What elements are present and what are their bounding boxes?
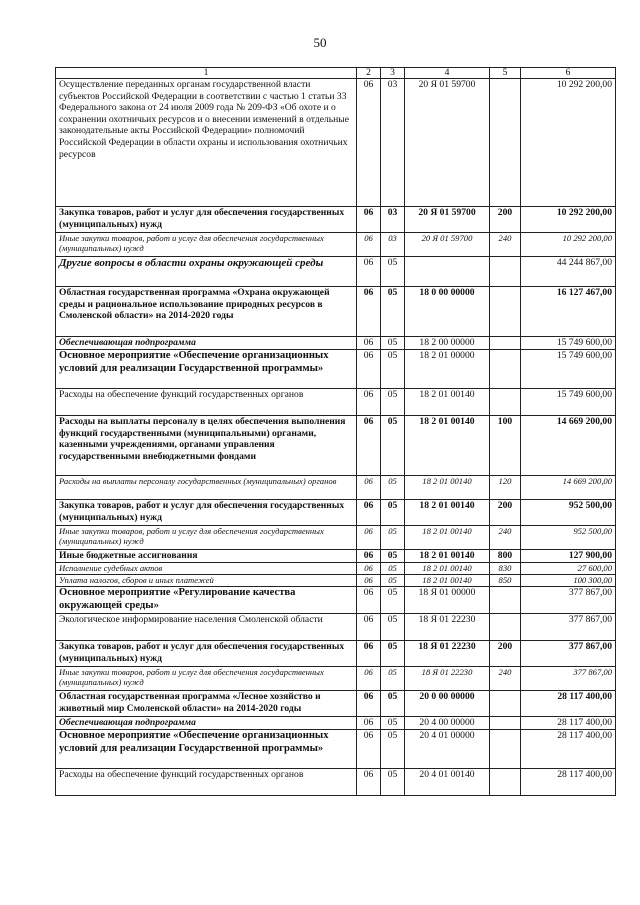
row-target-article-cell: 18 2 00 00000 [405, 337, 490, 350]
table-row [56, 416, 616, 476]
row-amount-cell: 377 867,00 [521, 614, 616, 641]
row-name-cell: Иные закупки товаров, работ и услуг для обеспечения государственных (муниципальных) нужд [56, 526, 357, 550]
row-section-cell: 06 [357, 614, 381, 641]
budget-table [55, 67, 616, 796]
row-expense-group-cell [490, 257, 521, 287]
row-amount-cell: 377 867,00 [521, 641, 616, 667]
row-subsection-cell: 05 [381, 476, 405, 500]
row-target-article-cell: 18 Я 01 00000 [405, 587, 490, 614]
row-amount-cell: 27 600,00 [521, 563, 616, 575]
table-row [56, 641, 616, 667]
row-amount-cell: 15 749 600,00 [521, 350, 616, 389]
row-expense-group-cell [490, 587, 521, 614]
row-subsection-cell: 03 [381, 233, 405, 257]
row-target-article-cell: 18 2 01 00140 [405, 575, 490, 587]
row-expense-group-cell: 200 [490, 641, 521, 667]
row-expense-group-cell [490, 730, 521, 769]
row-section-cell: 06 [357, 691, 381, 717]
row-expense-group-cell: 240 [490, 233, 521, 257]
row-amount-cell: 952 500,00 [521, 526, 616, 550]
row-target-article-cell: 18 Я 01 22230 [405, 614, 490, 641]
row-section-cell: 06 [357, 730, 381, 769]
row-subsection-cell: 05 [381, 416, 405, 476]
row-section-cell: 06 [357, 587, 381, 614]
row-amount-cell: 14 669 200,00 [521, 416, 616, 476]
row-subsection-cell: 05 [381, 287, 405, 337]
row-amount-cell: 10 292 200,00 [521, 79, 616, 207]
row-name-cell: Расходы на выплаты персоналу в целях обеспечения выполнения функций государственными (муниципальными) органами, казенными учреждениями, органами управления государственными внебюджетными фондами [56, 416, 357, 476]
row-section-cell: 06 [357, 79, 381, 207]
row-target-article-cell: 20 Я 01 59700 [405, 207, 490, 233]
row-name-cell: Расходы на обеспечение функций государственных органов [56, 389, 357, 416]
row-name-cell: Расходы на выплаты персоналу государственных (муниципальных) органов [56, 476, 357, 500]
row-target-article-cell: 18 Я 01 22230 [405, 667, 490, 691]
row-target-article-cell: 18 2 01 00140 [405, 526, 490, 550]
table-row [56, 257, 616, 287]
row-name-cell: Основное мероприятие «Обеспечение организационных условий для реализации Государственной программы» [56, 730, 357, 769]
table-row [56, 207, 616, 233]
row-section-cell: 06 [357, 476, 381, 500]
row-subsection-cell: 03 [381, 207, 405, 233]
row-target-article-cell: 20 4 01 00140 [405, 769, 490, 796]
table-row [56, 476, 616, 500]
table-row [56, 337, 616, 350]
table-row [56, 575, 616, 587]
row-name-cell: Областная государственная программа «Лесное хозяйство и животный мир Смоленской области» на 2014-2020 годы [56, 691, 357, 717]
header-cell: 5 [490, 68, 521, 79]
row-subsection-cell: 05 [381, 717, 405, 730]
row-expense-group-cell: 240 [490, 667, 521, 691]
row-expense-group-cell [490, 79, 521, 207]
row-section-cell: 06 [357, 500, 381, 526]
row-subsection-cell: 05 [381, 587, 405, 614]
row-target-article-cell: 20 Я 01 59700 [405, 79, 490, 207]
row-section-cell: 06 [357, 416, 381, 476]
row-target-article-cell: 18 2 01 00140 [405, 389, 490, 416]
row-section-cell: 06 [357, 207, 381, 233]
row-amount-cell: 28 117 400,00 [521, 691, 616, 717]
row-subsection-cell: 05 [381, 526, 405, 550]
row-target-article-cell: 18 2 01 00000 [405, 350, 490, 389]
row-amount-cell: 377 867,00 [521, 667, 616, 691]
row-subsection-cell: 05 [381, 667, 405, 691]
row-section-cell: 06 [357, 337, 381, 350]
row-expense-group-cell [490, 350, 521, 389]
row-name-cell: Экологическое информирование населения Смоленской области [56, 614, 357, 641]
row-name-cell: Обеспечивающая подпрограмма [56, 337, 357, 350]
row-subsection-cell: 05 [381, 257, 405, 287]
row-section-cell: 06 [357, 717, 381, 730]
row-target-article-cell: 20 4 01 00000 [405, 730, 490, 769]
row-section-cell: 06 [357, 233, 381, 257]
row-name-cell: Закупка товаров, работ и услуг для обеспечения государственных (муниципальных) нужд [56, 500, 357, 526]
row-amount-cell: 28 117 400,00 [521, 717, 616, 730]
row-expense-group-cell: 850 [490, 575, 521, 587]
row-amount-cell: 10 292 200,00 [521, 233, 616, 257]
row-expense-group-cell: 240 [490, 526, 521, 550]
row-amount-cell: 28 117 400,00 [521, 769, 616, 796]
row-subsection-cell: 05 [381, 500, 405, 526]
row-subsection-cell: 05 [381, 641, 405, 667]
row-subsection-cell: 05 [381, 550, 405, 563]
row-section-cell: 06 [357, 641, 381, 667]
row-target-article-cell: 20 0 00 00000 [405, 691, 490, 717]
row-section-cell: 06 [357, 575, 381, 587]
row-name-cell: Расходы на обеспечение функций государственных органов [56, 769, 357, 796]
row-name-cell: Закупка товаров, работ и услуг для обеспечения государственных (муниципальных) нужд [56, 207, 357, 233]
row-name-cell: Иные закупки товаров, работ и услуг для обеспечения государственных (муниципальных) нужд [56, 233, 357, 257]
row-subsection-cell: 05 [381, 575, 405, 587]
row-name-cell: Иные закупки товаров, работ и услуг для обеспечения государственных (муниципальных) нужд [56, 667, 357, 691]
table-row [56, 350, 616, 389]
row-amount-cell: 44 244 867,00 [521, 257, 616, 287]
table-row [56, 730, 616, 769]
row-expense-group-cell: 100 [490, 416, 521, 476]
row-name-cell: Обеспечивающая подпрограмма [56, 717, 357, 730]
row-name-cell: Областная государственная программа «Охрана окружающей среды и рациональное использование природных ресурсов в Смоленской области» на 2014-2020 годы [56, 287, 357, 337]
row-expense-group-cell [490, 717, 521, 730]
row-name-cell: Осуществление переданных органам государственной власти субъектов Российской Федерации в соответствии с частью 1 статьи 33 Федерального закона от 24 июля 2009 года № 209-ФЗ «Об охоте и о сохранении охотничьих ресурсов и о внесении изменений в отдельные законодательные акты Российской Федерации» полномочий Российской Федерации в области охраны и использования охотничьих ресурсов [56, 79, 357, 207]
row-subsection-cell: 05 [381, 350, 405, 389]
table-row [56, 691, 616, 717]
header-cell: 1 [56, 68, 357, 79]
table-row [56, 667, 616, 691]
row-amount-cell: 100 300,00 [521, 575, 616, 587]
row-subsection-cell: 05 [381, 337, 405, 350]
header-cell: 3 [381, 68, 405, 79]
page-number: 50 [313, 35, 327, 50]
row-subsection-cell: 05 [381, 563, 405, 575]
row-section-cell: 06 [357, 769, 381, 796]
row-section-cell: 06 [357, 257, 381, 287]
row-amount-cell: 28 117 400,00 [521, 730, 616, 769]
table-row [56, 287, 616, 337]
row-name-cell: Основное мероприятие «Регулирование качества окружающей среды» [56, 587, 357, 614]
row-target-article-cell: 18 Я 01 22230 [405, 641, 490, 667]
row-target-article-cell: 18 2 01 00140 [405, 563, 490, 575]
row-amount-cell: 14 669 200,00 [521, 476, 616, 500]
row-target-article-cell: 18 2 01 00140 [405, 500, 490, 526]
table-header-row [56, 68, 616, 79]
row-amount-cell: 377 867,00 [521, 587, 616, 614]
table-row [56, 500, 616, 526]
table-row [56, 614, 616, 641]
row-section-cell: 06 [357, 550, 381, 563]
row-section-cell: 06 [357, 667, 381, 691]
table-row [56, 550, 616, 563]
row-section-cell: 06 [357, 350, 381, 389]
row-section-cell: 06 [357, 287, 381, 337]
header-cell: 4 [405, 68, 490, 79]
table-row [56, 587, 616, 614]
row-target-article-cell: 20 4 00 00000 [405, 717, 490, 730]
row-section-cell: 06 [357, 389, 381, 416]
row-amount-cell: 16 127 467,00 [521, 287, 616, 337]
row-name-cell: Другие вопросы в области охраны окружающей среды [56, 257, 357, 287]
row-expense-group-cell: 120 [490, 476, 521, 500]
row-subsection-cell: 03 [381, 79, 405, 207]
row-amount-cell: 15 749 600,00 [521, 337, 616, 350]
row-name-cell: Иные бюджетные ассигнования [56, 550, 357, 563]
table-body [56, 68, 616, 796]
row-target-article-cell: 20 Я 01 59700 [405, 233, 490, 257]
row-expense-group-cell [490, 769, 521, 796]
row-section-cell: 06 [357, 563, 381, 575]
table-row [56, 233, 616, 257]
row-expense-group-cell: 200 [490, 207, 521, 233]
row-name-cell: Исполнение судебных актов [56, 563, 357, 575]
row-expense-group-cell: 200 [490, 500, 521, 526]
row-amount-cell: 127 900,00 [521, 550, 616, 563]
row-subsection-cell: 05 [381, 691, 405, 717]
table-row [56, 717, 616, 730]
row-expense-group-cell [490, 389, 521, 416]
row-expense-group-cell [490, 614, 521, 641]
table-row [56, 389, 616, 416]
table-row [56, 563, 616, 575]
table-row [56, 79, 616, 207]
row-target-article-cell: 18 2 01 00140 [405, 550, 490, 563]
row-expense-group-cell: 800 [490, 550, 521, 563]
row-name-cell: Основное мероприятие «Обеспечение организационных условий для реализации Государственной программы» [56, 350, 357, 389]
row-amount-cell: 15 749 600,00 [521, 389, 616, 416]
row-name-cell: Уплата налогов, сборов и иных платежей [56, 575, 357, 587]
row-subsection-cell: 05 [381, 389, 405, 416]
row-target-article-cell: 18 2 01 00140 [405, 416, 490, 476]
row-target-article-cell: 18 0 00 00000 [405, 287, 490, 337]
row-expense-group-cell [490, 691, 521, 717]
table-row [56, 769, 616, 796]
row-expense-group-cell: 830 [490, 563, 521, 575]
row-subsection-cell: 05 [381, 730, 405, 769]
header-cell: 2 [357, 68, 381, 79]
row-expense-group-cell [490, 337, 521, 350]
row-target-article-cell: 18 2 01 00140 [405, 476, 490, 500]
row-section-cell: 06 [357, 526, 381, 550]
row-subsection-cell: 05 [381, 614, 405, 641]
header-cell: 6 [521, 68, 616, 79]
row-amount-cell: 10 292 200,00 [521, 207, 616, 233]
row-amount-cell: 952 500,00 [521, 500, 616, 526]
row-subsection-cell: 05 [381, 769, 405, 796]
row-expense-group-cell [490, 287, 521, 337]
row-name-cell: Закупка товаров, работ и услуг для обеспечения государственных (муниципальных) нужд [56, 641, 357, 667]
table-row [56, 526, 616, 550]
row-target-article-cell [405, 257, 490, 287]
